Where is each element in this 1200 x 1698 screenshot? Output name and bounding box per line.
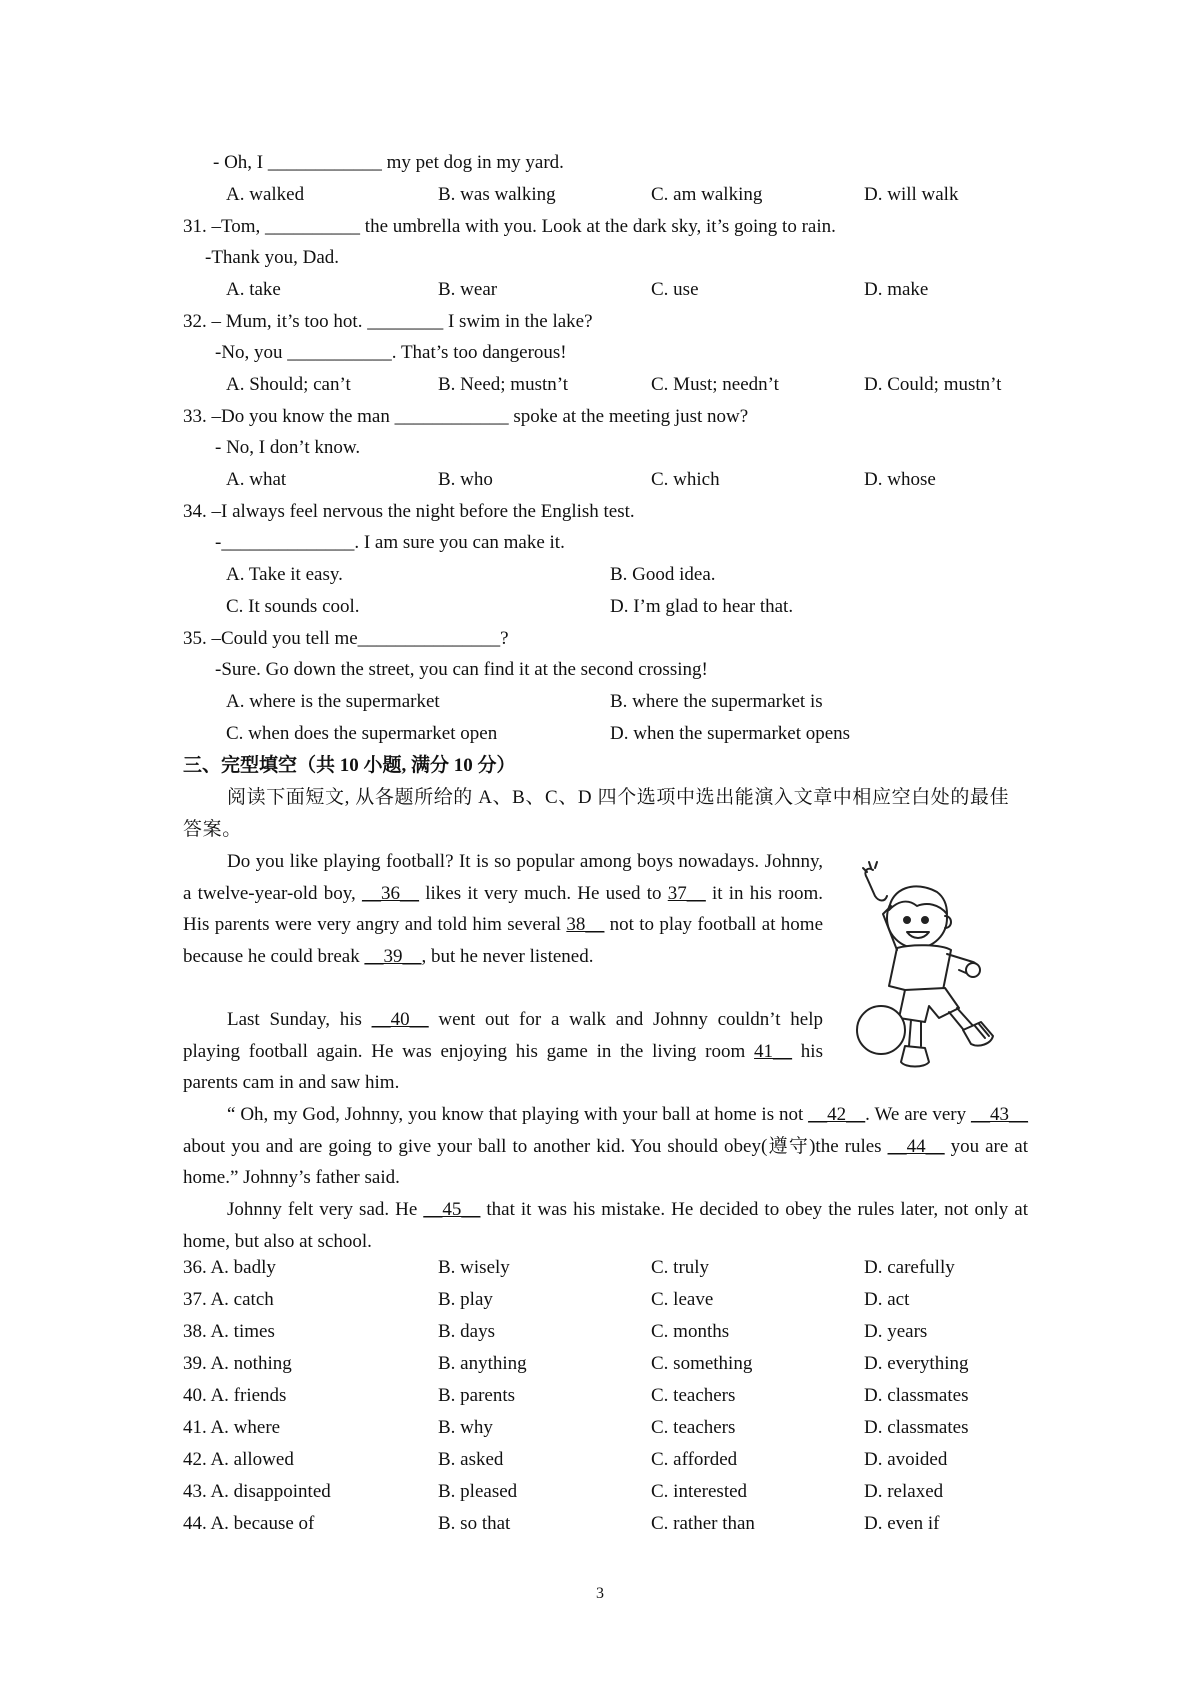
cloze-36-option-b: B. wisely [438,1257,510,1278]
cloze-38-option-c: C. months [651,1321,730,1342]
section-3-instruction: 阅读下面短文, 从各题所给的 A、B、C、D 四个选项中选出能演入文章中相应空白处的最佳答案。 [183,787,1010,840]
q34-stem: 34. –I always feel nervous the night before the English test. [183,501,635,522]
q35-option-c: C. when does the supermarket open [226,723,498,744]
q30-option-a: A. walked [226,184,305,205]
passage-text: his parents cam in and saw him. [183,1040,823,1094]
passage-text: it in his room. His parents were very angry and told him several [183,882,823,936]
cloze-36-option-c: C. truly [651,1257,710,1278]
cloze-42-option-d: D. avoided [864,1449,948,1470]
q35-stem: 35. –Could you tell me_______________? [183,628,509,649]
passage-paragraph-2 [183,1004,823,1099]
cloze-43-option-d: D. relaxed [864,1481,944,1502]
q33-stem: 33. –Do you know the man ____________ spoke at the meeting just now? [183,406,749,427]
q33-option-a: A. what [226,469,287,490]
blank-37: 37__ [667,882,706,904]
cloze-42-option-a: 42. A. allowed [183,1449,294,1470]
q34-option-a: A. Take it easy. [226,564,343,585]
passage-text: not to play football at home because he could break [183,914,823,967]
q32-option-c: C. Must; needn’t [651,374,779,395]
page-number: 3 [596,1585,604,1602]
blank-40: __40__ [371,1009,429,1030]
cloze-38-option-a: 38. A. times [183,1321,275,1342]
q32-option-a: A. Should; can’t [226,374,351,395]
passage-text: Last Sunday, his [227,1009,372,1030]
q31-option-b: B. wear [438,279,498,300]
blank-41: 41__ [754,1040,793,1062]
q35-reply: -Sure. Go down the street, you can find it at the second crossing! [215,659,708,680]
cloze-43-option-a: 43. A. disappointed [183,1481,331,1502]
q31-option-d: D. make [864,279,929,300]
q33-option-d: D. whose [864,469,936,490]
cloze-39-option-a: 39. A. nothing [183,1353,292,1374]
blank-45: __45__ [423,1199,481,1220]
q35-option-b: B. where the supermarket is [610,691,823,712]
cloze-38-option-b: B. days [438,1321,495,1342]
q32-option-d: D. Could; mustn’t [864,374,1002,395]
q33-option-c: C. which [651,469,720,490]
blank-39: __39__ [364,945,422,967]
passage-paragraph-1 [183,846,823,972]
cloze-44-option-d: D. even if [864,1513,940,1534]
q34-reply: -______________. I am sure you can make it. [215,532,565,553]
cloze-42-option-c: C. afforded [651,1449,738,1470]
q31-option-a: A. take [226,279,281,300]
cloze-44-option-b: B. so that [438,1513,511,1534]
cloze-37-option-d: D. act [864,1289,910,1310]
cloze-36-option-a: 36. A. badly [183,1257,276,1278]
cloze-39-option-d: D. everything [864,1353,969,1374]
blank-43: __43__ [970,1104,1028,1125]
cloze-37-option-b: B. play [438,1289,493,1310]
passage-paragraph-4 [183,1194,1028,1257]
cloze-40-option-c: C. teachers [651,1385,736,1406]
cloze-41-option-d: D. classmates [864,1417,969,1438]
cloze-39-option-b: B. anything [438,1353,527,1374]
passage-text: Do you like playing football? It is so popular among boys nowadays. Johnny, a twelve-year-old boy, [183,851,823,904]
passage-text: that it was his mistake. He decided to obey the rules later, not only at home, but also at school. [183,1199,1028,1252]
cloze-44-option-a: 44. A. because of [183,1513,315,1534]
passage-text: you are at home.” Johnny’s father said. [183,1135,1028,1189]
passage-text: likes it very much. He used to [419,882,668,904]
q31-option-c: C. use [651,279,699,300]
q32-option-b: B. Need; mustn’t [438,374,569,395]
cloze-39-option-c: C. something [651,1353,753,1374]
blank-36: __36__ [362,882,420,904]
q31-reply: -Thank you, Dad. [205,247,340,268]
q30-option-c: C. am walking [651,184,763,205]
cloze-41-option-c: C. teachers [651,1417,736,1438]
passage-text: about you and are going to give your ball to another kid. You should obey(遵守)the rules [183,1135,888,1157]
blank-44: __44__ [887,1135,945,1157]
q32-stem: 32. – Mum, it’s too hot. ________ I swim in the lake? [183,311,593,332]
boy-playing-football-illustration [855,858,1015,1078]
q34-option-d: D. I’m glad to hear that. [610,596,794,617]
cloze-44-option-c: C. rather than [651,1513,755,1534]
passage-text: “ Oh, my God, Johnny, you know that playing with your ball at home is not [227,1104,809,1125]
cloze-43-option-c: C. interested [651,1481,748,1502]
q35-option-a: A. where is the supermarket [226,691,440,712]
passage-text: went out for a walk and Johnny couldn’t help playing football again. He was enjoying his game in the living room [183,1009,824,1062]
blank-42: __42__ [808,1104,866,1125]
section-3-heading: 三、完型填空（共 10 小题, 满分 10 分） [183,755,516,776]
passage-text: , but he never listened. [421,945,594,967]
cloze-38-option-d: D. years [864,1321,928,1342]
q34-option-c: C. It sounds cool. [226,596,360,617]
cloze-40-option-b: B. parents [438,1385,516,1406]
passage-text: . We are very [865,1104,971,1125]
q33-option-b: B. who [438,469,493,490]
cloze-41-option-b: B. why [438,1417,493,1438]
cloze-36-option-d: D. carefully [864,1257,955,1278]
cloze-43-option-b: B. pleased [438,1481,518,1502]
cloze-37-option-c: C. leave [651,1289,714,1310]
q30-option-b: B. was walking [438,184,556,205]
q35-option-d: D. when the supermarket opens [610,723,851,744]
blank-38: 38__ [566,914,605,936]
cloze-40-option-d: D. classmates [864,1385,969,1406]
passage-paragraph-3 [183,1099,1028,1194]
q32-reply: -No, you ___________. That’s too dangerous! [215,342,567,363]
passage-text: Johnny felt very sad. He [227,1199,424,1220]
q33-reply: - No, I don’t know. [215,437,361,458]
cloze-40-option-a: 40. A. friends [183,1385,287,1406]
cloze-41-option-a: 41. A. where [183,1417,281,1438]
q34-option-b: B. Good idea. [610,564,716,585]
cloze-37-option-a: 37. A. catch [183,1289,274,1310]
q30-option-d: D. will walk [864,184,959,205]
cloze-42-option-b: B. asked [438,1449,504,1470]
q31-stem: 31. –Tom, __________ the umbrella with you. Look at the dark sky, it’s going to rain. [183,216,836,237]
q30-reply: - Oh, I ____________ my pet dog in my yard. [213,152,564,173]
